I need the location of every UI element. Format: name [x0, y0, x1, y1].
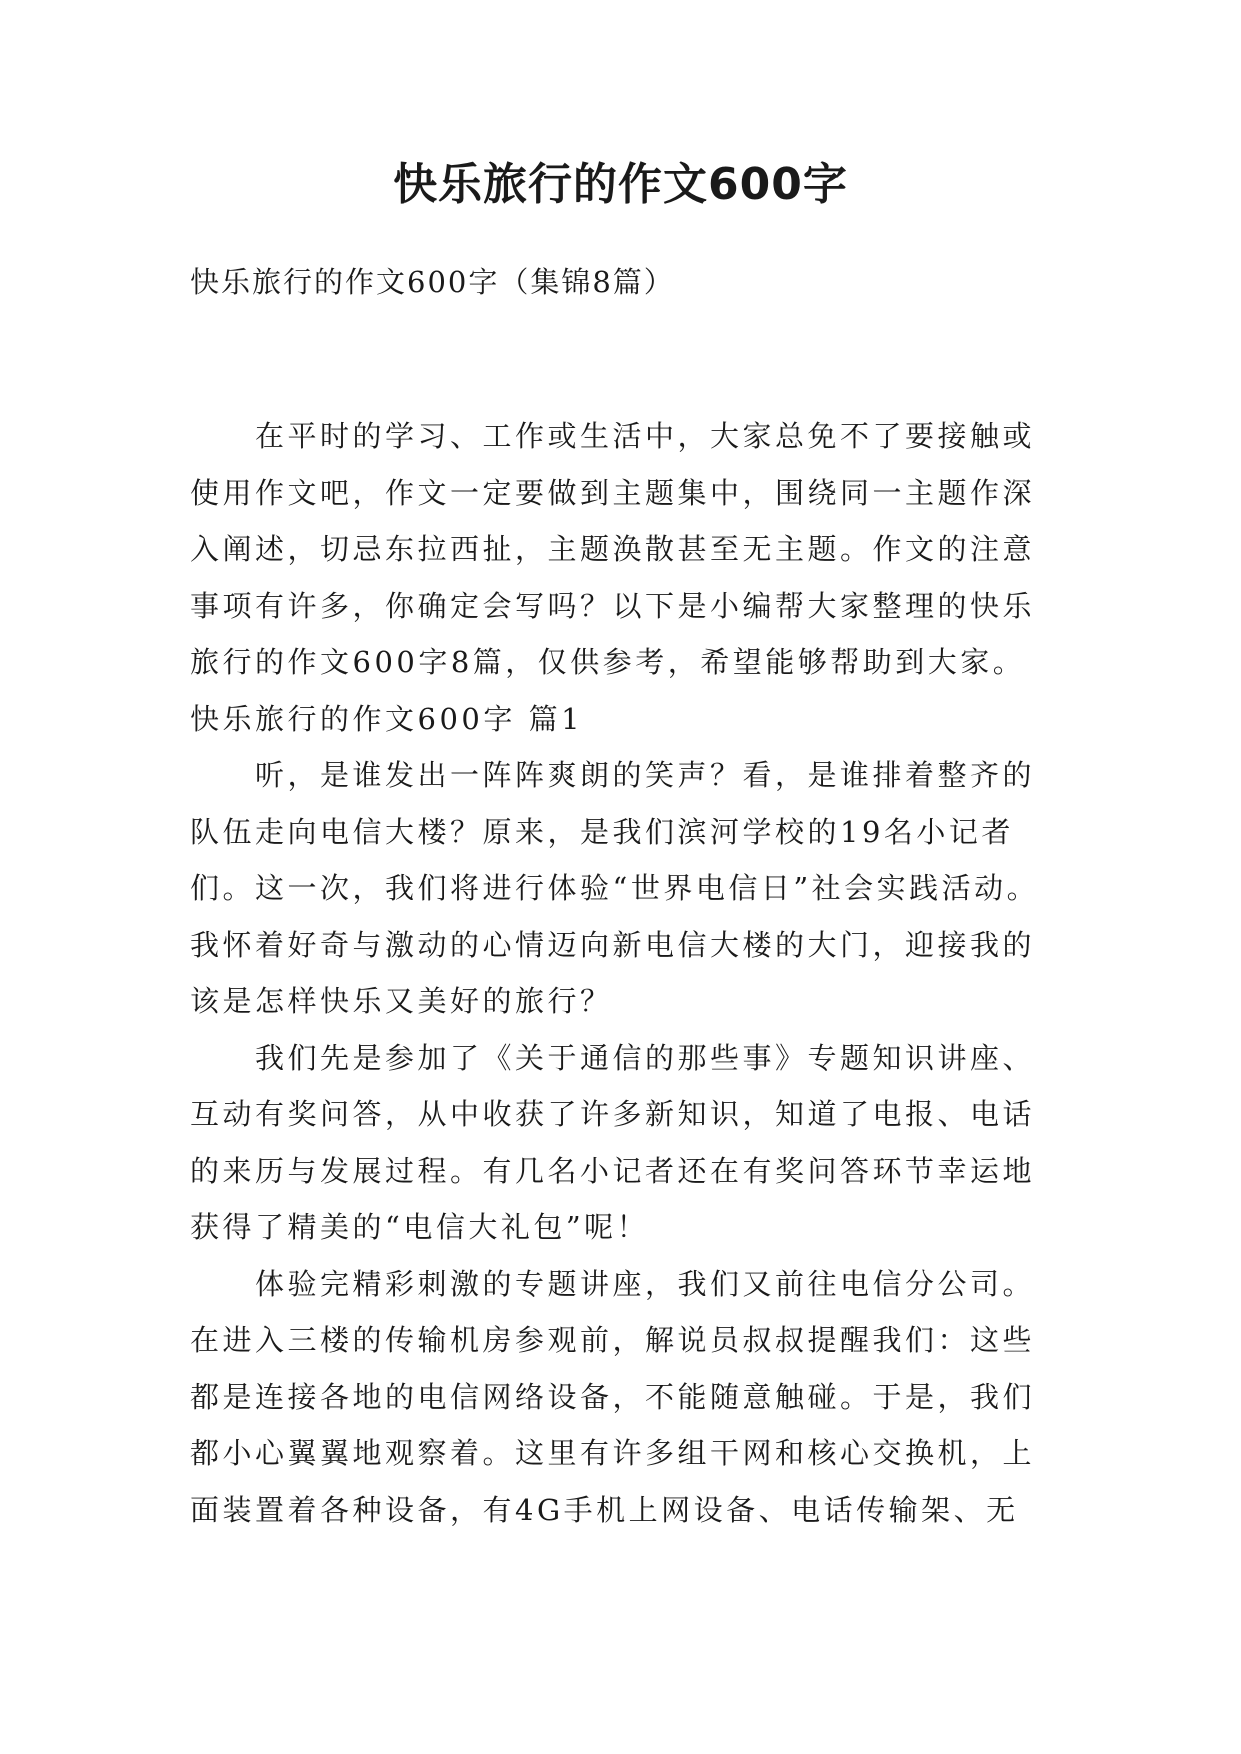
- body-text-line: 获得了精美的“电信大礼包”呢！: [190, 1210, 650, 1244]
- body-text-line: 互动有奖问答，从中收获了许多新知识，知道了电报、电话: [190, 1097, 1036, 1131]
- body-text-line: 面装置着各种设备，有4G手机上网设备、电话传输架、无: [190, 1492, 1019, 1527]
- body-text-line: 我怀着好奇与激动的心情迈向新电信大楼的大门，迎接我的: [190, 927, 1036, 962]
- document-body: [190, 408, 1060, 1538]
- body-text-line: 的来历与发展过程。有几名小记者还在有奖问答环节幸运地: [190, 1153, 1036, 1188]
- document-title: 快乐旅行的作文600字: [393, 159, 848, 210]
- body-text-line: 该是怎样快乐又美好的旅行？: [190, 984, 613, 1018]
- body-text-line: 在进入三楼的传输机房参观前，解说员叔叔提醒我们：这些: [190, 1323, 1036, 1357]
- body-text-line: 我们先是参加了《关于通信的那些事》专题知识讲座、: [255, 1040, 1036, 1075]
- body-text-line: 事项有许多，你确定会写吗？以下是小编帮大家整理的快乐: [190, 588, 1036, 623]
- body-text-line: 使用作文吧，作文一定要做到主题集中，围绕同一主题作深: [190, 475, 1036, 510]
- body-text-line: 体验完精彩刺激的专题讲座，我们又前往电信分公司。: [255, 1266, 1036, 1301]
- body-text-line: 听，是谁发出一阵阵爽朗的笑声？看，是谁排着整齐的: [255, 758, 1036, 792]
- body-text-line: 旅行的作文600字8篇，仅供参考，希望能够帮助到大家。: [190, 645, 1026, 679]
- body-text-line: 都是连接各地的电信网络设备，不能随意触碰。于是，我们: [190, 1379, 1036, 1414]
- body-text-line: 快乐旅行的作文600字 篇1: [190, 701, 584, 736]
- body-text-line: 们。这一次，我们将进行体验“世界电信日”社会实践活动。: [190, 871, 1040, 905]
- body-text-line: 都小心翼翼地观察着。这里有许多组干网和核心交换机，上: [190, 1436, 1036, 1470]
- body-text-line: 队伍走向电信大楼？原来，是我们滨河学校的19名小记者: [190, 814, 1014, 849]
- body-text-line: 在平时的学习、工作或生活中，大家总免不了要接触或: [255, 419, 1036, 453]
- document-subtitle: 快乐旅行的作文600字（集锦8篇）: [190, 265, 675, 299]
- body-text-line: 入阐述，切忌东拉西扯，主题涣散甚至无主题。作文的注意: [190, 532, 1036, 566]
